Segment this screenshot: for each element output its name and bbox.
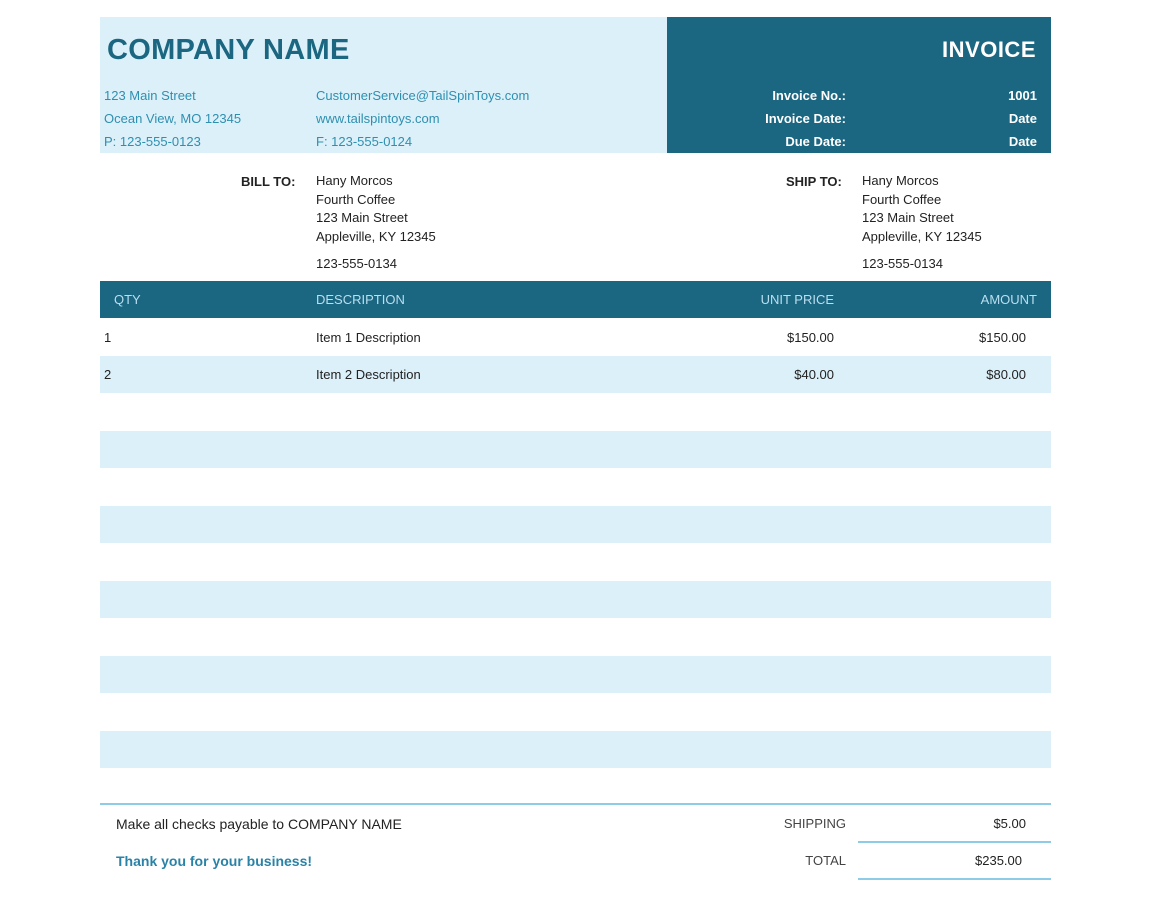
row2-qty[interactable]: 2 [104, 367, 112, 382]
ship-to-phone[interactable]: 123-555-0134 [862, 256, 943, 271]
thank-you-note[interactable]: Thank you for your business! [116, 853, 313, 869]
ship-to-city[interactable]: Appleville, KY 12345 [862, 228, 982, 244]
checks-payable-note[interactable]: Make all checks payable to COMPANY NAME [116, 816, 402, 832]
total-rule [858, 878, 1051, 880]
company-contact [316, 84, 529, 153]
row1-amount[interactable]: $150.00 [979, 330, 1026, 345]
row2-amount[interactable]: $80.00 [986, 367, 1026, 382]
row2-description[interactable]: Item 2 Description [316, 367, 421, 382]
ship-to-address [862, 172, 982, 246]
bill-to-address [316, 172, 436, 246]
ship-to-label: SHIP TO: [786, 174, 842, 189]
table-row-empty[interactable] [100, 431, 1051, 468]
table-row [100, 356, 1051, 393]
row2-unit-price[interactable]: $40.00 [794, 367, 834, 382]
table-row [100, 318, 1051, 355]
ship-to-company[interactable]: Fourth Coffee [862, 191, 942, 207]
bill-to-city[interactable]: Appleville, KY 12345 [316, 228, 436, 244]
header-qty: QTY [114, 292, 141, 307]
table-row-empty[interactable] [100, 731, 1051, 768]
table-row-empty[interactable] [100, 543, 1051, 580]
due-date-value[interactable]: Date [1008, 134, 1037, 149]
table-row-empty[interactable] [100, 656, 1051, 693]
bill-to-street[interactable]: 123 Main Street [316, 210, 408, 225]
company-street[interactable]: 123 Main Street [104, 88, 196, 103]
table-row-empty[interactable] [100, 468, 1051, 505]
header-description: DESCRIPTION [316, 292, 405, 307]
bill-to-phone[interactable]: 123-555-0134 [316, 256, 397, 271]
bill-to-company[interactable]: Fourth Coffee [316, 191, 396, 207]
shipping-label: SHIPPING [783, 816, 846, 831]
table-row-empty[interactable] [100, 693, 1051, 730]
total-value[interactable]: $235.00 [975, 853, 1022, 868]
row1-unit-price[interactable]: $150.00 [787, 330, 834, 345]
company-name[interactable]: COMPANY NAME [107, 34, 350, 66]
bill-to-label: BILL TO: [241, 174, 296, 189]
company-address [104, 84, 241, 153]
ship-to-name[interactable]: Hany Morcos [862, 173, 939, 188]
table-row-empty[interactable] [100, 393, 1051, 430]
table-row-empty[interactable] [100, 618, 1051, 655]
due-date-label: Due Date: [785, 134, 846, 149]
header-amount: AMOUNT [980, 292, 1037, 307]
invoice-date-value[interactable]: Date [1008, 111, 1037, 126]
company-phone[interactable]: P: 123-555-0123 [104, 134, 201, 149]
table-bottom-rule [100, 803, 1051, 805]
total-label: TOTAL [805, 853, 846, 868]
table-row-empty[interactable] [100, 581, 1051, 618]
invoice-number-value[interactable]: 1001 [1008, 88, 1037, 103]
shipping-value[interactable]: $5.00 [993, 816, 1026, 831]
header-unit-price: UNIT PRICE [760, 292, 834, 307]
table-row-empty[interactable] [100, 506, 1051, 543]
company-city[interactable]: Ocean View, MO 12345 [104, 111, 242, 126]
row1-qty[interactable]: 1 [104, 330, 112, 345]
company-website[interactable]: www.tailspintoys.com [316, 111, 440, 126]
ship-to-street[interactable]: 123 Main Street [862, 210, 954, 225]
invoice-date-label: Invoice Date: [765, 111, 846, 126]
invoice-title: INVOICE [942, 37, 1036, 62]
table-row-empty[interactable] [100, 768, 1051, 805]
row1-description[interactable]: Item 1 Description [316, 330, 421, 345]
invoice-number-label: Invoice No.: [772, 88, 846, 103]
shipping-rule [858, 841, 1051, 843]
items-table-header [100, 281, 1051, 318]
company-fax[interactable]: F: 123-555-0124 [316, 134, 413, 149]
bill-to-name[interactable]: Hany Morcos [316, 173, 393, 188]
company-email[interactable]: CustomerService@TailSpinToys.com [316, 88, 530, 103]
